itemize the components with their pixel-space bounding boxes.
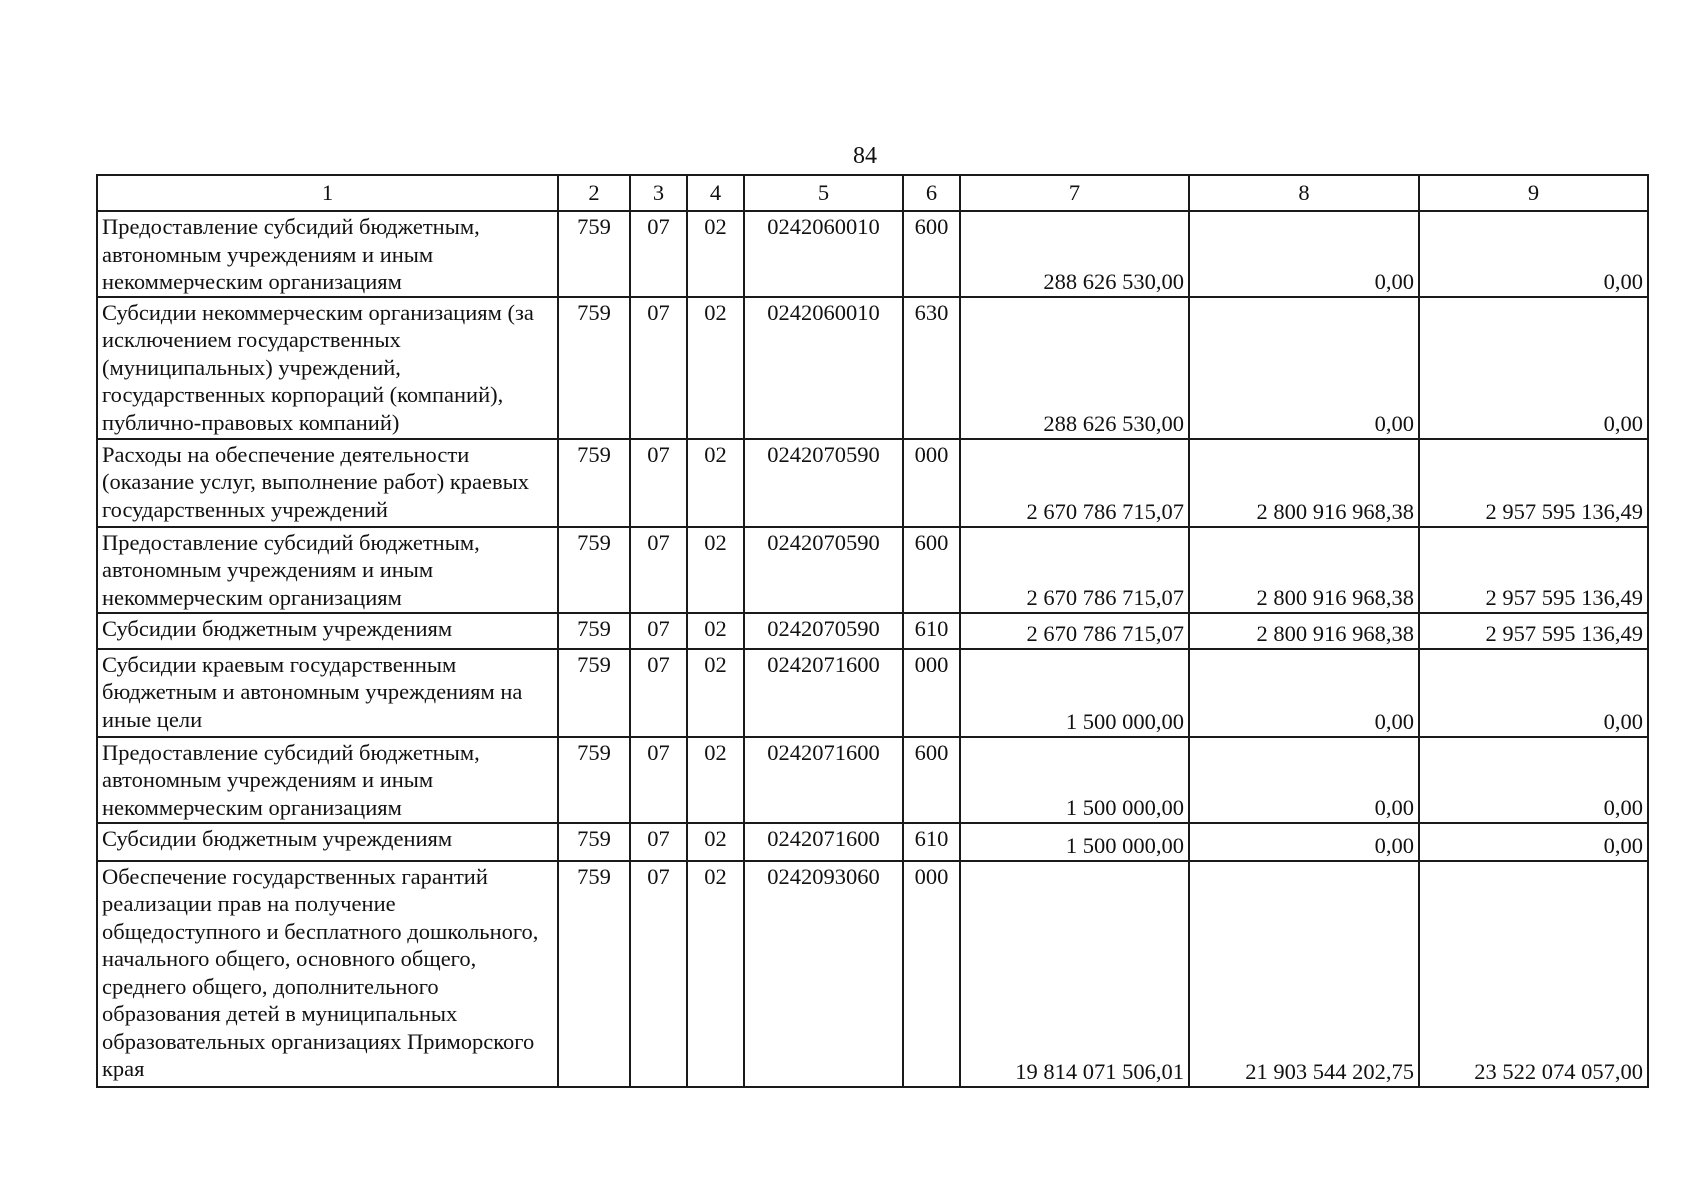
row-target-article: 0242070590 <box>744 439 903 527</box>
row-grbs: 759 <box>558 613 630 649</box>
row-subsection: 02 <box>687 737 744 823</box>
row-expense-type: 610 <box>903 823 960 861</box>
row-section: 07 <box>630 823 687 861</box>
header-col-3: 3 <box>630 175 687 211</box>
row-subsection: 02 <box>687 439 744 527</box>
row-amount-2: 0,00 <box>1189 297 1419 439</box>
row-subsection: 02 <box>687 823 744 861</box>
row-amount-1: 19 814 071 506,01 <box>960 861 1189 1087</box>
row-subsection: 02 <box>687 649 744 737</box>
row-amount-3: 0,00 <box>1419 297 1648 439</box>
row-section: 07 <box>630 649 687 737</box>
header-col-9: 9 <box>1419 175 1648 211</box>
row-subsection: 02 <box>687 211 744 297</box>
row-target-article: 0242071600 <box>744 737 903 823</box>
row-expense-type: 610 <box>903 613 960 649</box>
row-amount-2: 0,00 <box>1189 211 1419 297</box>
header-col-6: 6 <box>903 175 960 211</box>
row-amount-1: 1 500 000,00 <box>960 737 1189 823</box>
row-expense-type: 600 <box>903 737 960 823</box>
row-amount-2: 2 800 916 968,38 <box>1189 439 1419 527</box>
header-col-4: 4 <box>687 175 744 211</box>
table-row <box>97 439 1648 527</box>
row-subsection: 02 <box>687 613 744 649</box>
row-section: 07 <box>630 861 687 1087</box>
table-row <box>97 527 1648 613</box>
row-amount-1: 2 670 786 715,07 <box>960 439 1189 527</box>
row-name: Обеспечение государственных гарантий реализации прав на получение общедоступного и бесплатного дошкольного, начального общего, основного общего, среднего общего, дополнительного образования детей в муниципальных образовательных организациях Приморского края <box>97 861 558 1087</box>
row-grbs: 759 <box>558 439 630 527</box>
header-row <box>97 175 1648 211</box>
row-amount-2: 0,00 <box>1189 737 1419 823</box>
row-target-article: 0242071600 <box>744 649 903 737</box>
row-amount-2: 0,00 <box>1189 823 1419 861</box>
row-name: Предоставление субсидий бюджетным, автономным учреждениям и иным некоммерческим организациям <box>97 211 558 297</box>
row-grbs: 759 <box>558 527 630 613</box>
row-amount-3: 2 957 595 136,49 <box>1419 613 1648 649</box>
row-section: 07 <box>630 439 687 527</box>
row-expense-type: 000 <box>903 439 960 527</box>
row-target-article: 0242070590 <box>744 527 903 613</box>
table-row <box>97 649 1648 737</box>
row-grbs: 759 <box>558 211 630 297</box>
table-row <box>97 297 1648 439</box>
row-grbs: 759 <box>558 823 630 861</box>
row-target-article: 0242060010 <box>744 297 903 439</box>
row-expense-type: 000 <box>903 861 960 1087</box>
row-amount-3: 0,00 <box>1419 737 1648 823</box>
table-body <box>97 211 1648 1087</box>
row-expense-type: 000 <box>903 649 960 737</box>
row-grbs: 759 <box>558 297 630 439</box>
row-target-article: 0242070590 <box>744 613 903 649</box>
table-row <box>97 613 1648 649</box>
budget-table <box>96 174 1649 1088</box>
row-section: 07 <box>630 297 687 439</box>
header-col-5: 5 <box>744 175 903 211</box>
row-amount-2: 2 800 916 968,38 <box>1189 613 1419 649</box>
row-name: Субсидии бюджетным учреждениям <box>97 823 558 861</box>
row-amount-3: 2 957 595 136,49 <box>1419 439 1648 527</box>
table-header <box>97 175 1648 211</box>
row-target-article: 0242071600 <box>744 823 903 861</box>
row-target-article: 0242060010 <box>744 211 903 297</box>
row-name: Субсидии бюджетным учреждениям <box>97 613 558 649</box>
row-amount-3: 0,00 <box>1419 823 1648 861</box>
header-col-2: 2 <box>558 175 630 211</box>
row-section: 07 <box>630 613 687 649</box>
row-name: Субсидии краевым государственным бюджетным и автономным учреждениям на иные цели <box>97 649 558 737</box>
row-target-article: 0242093060 <box>744 861 903 1087</box>
row-name: Предоставление субсидий бюджетным, автономным учреждениям и иным некоммерческим организациям <box>97 527 558 613</box>
row-name: Предоставление субсидий бюджетным, автономным учреждениям и иным некоммерческим организациям <box>97 737 558 823</box>
table-row <box>97 211 1648 297</box>
row-amount-2: 2 800 916 968,38 <box>1189 527 1419 613</box>
row-expense-type: 630 <box>903 297 960 439</box>
row-amount-3: 2 957 595 136,49 <box>1419 527 1648 613</box>
row-grbs: 759 <box>558 649 630 737</box>
row-subsection: 02 <box>687 861 744 1087</box>
row-subsection: 02 <box>687 297 744 439</box>
row-expense-type: 600 <box>903 211 960 297</box>
row-section: 07 <box>630 211 687 297</box>
row-amount-2: 0,00 <box>1189 649 1419 737</box>
row-amount-1: 288 626 530,00 <box>960 211 1189 297</box>
row-amount-3: 0,00 <box>1419 649 1648 737</box>
row-amount-3: 0,00 <box>1419 211 1648 297</box>
row-amount-1: 1 500 000,00 <box>960 823 1189 861</box>
header-col-1: 1 <box>97 175 558 211</box>
row-amount-3: 23 522 074 057,00 <box>1419 861 1648 1087</box>
row-amount-1: 288 626 530,00 <box>960 297 1189 439</box>
row-section: 07 <box>630 737 687 823</box>
row-amount-1: 2 670 786 715,07 <box>960 527 1189 613</box>
row-grbs: 759 <box>558 861 630 1087</box>
table-row <box>97 861 1648 1087</box>
row-name: Субсидии некоммерческим организациям (за исключением государственных (муниципальных) учреждений, государственных корпораций (компаний), публично-правовых компаний) <box>97 297 558 439</box>
row-amount-1: 1 500 000,00 <box>960 649 1189 737</box>
header-col-8: 8 <box>1189 175 1419 211</box>
row-subsection: 02 <box>687 527 744 613</box>
page-number: 84 <box>853 143 877 169</box>
row-amount-1: 2 670 786 715,07 <box>960 613 1189 649</box>
table-row <box>97 823 1648 861</box>
table-row <box>97 737 1648 823</box>
row-name: Расходы на обеспечение деятельности (оказание услуг, выполнение работ) краевых государственных учреждений <box>97 439 558 527</box>
header-col-7: 7 <box>960 175 1189 211</box>
row-grbs: 759 <box>558 737 630 823</box>
row-expense-type: 600 <box>903 527 960 613</box>
row-amount-2: 21 903 544 202,75 <box>1189 861 1419 1087</box>
row-section: 07 <box>630 527 687 613</box>
